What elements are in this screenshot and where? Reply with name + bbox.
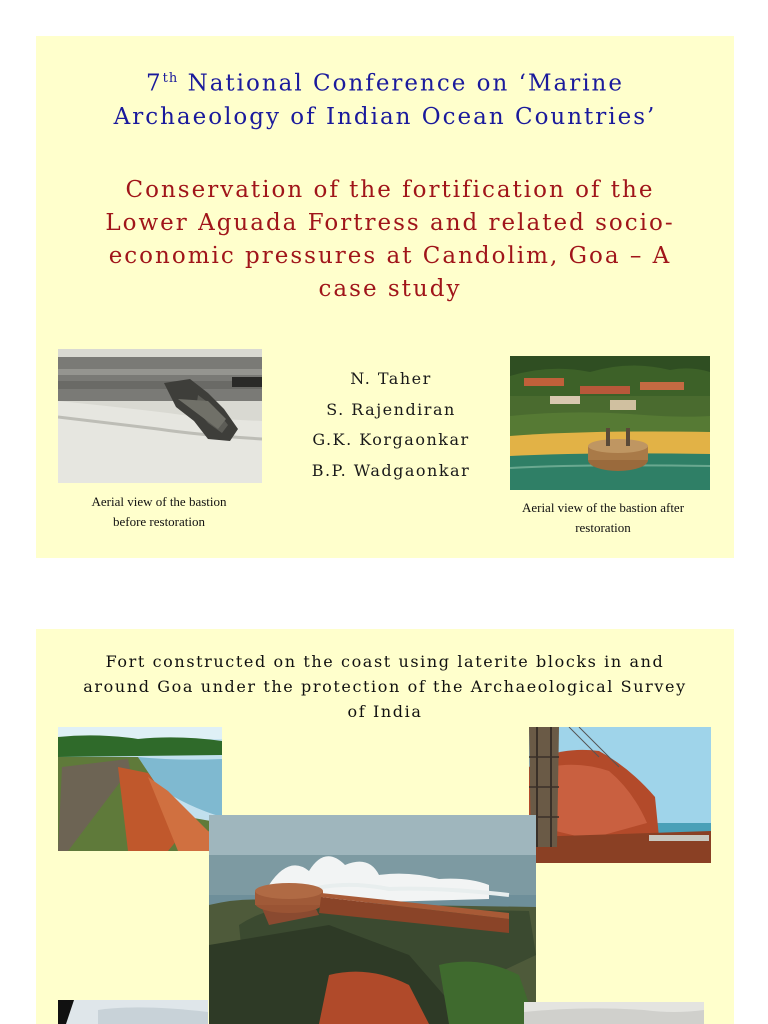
caption-before-line-2: before restoration [112, 514, 206, 529]
slide-2-title-line-1: Fort constructed on the coast using laterite blocks in and [105, 652, 665, 671]
conference-title-line-1: National Conference on ‘Marine [187, 70, 624, 97]
slide-2 [36, 629, 734, 1024]
conference-title-line-2: Archaeology of Indian Ocean Countries’ [113, 103, 657, 130]
slide-2-title-line-3: of India [347, 702, 423, 721]
author-4: B.P. Wadgaonkar [311, 460, 471, 480]
talk-title-line-4: case study [318, 276, 462, 302]
conference-title [36, 62, 734, 134]
caption-after-line-2: restoration [575, 520, 631, 535]
slide-2-title-line-2: around Goa under the protection of the Archaeological Survey [83, 677, 687, 696]
conference-ordinal: 7 [146, 70, 163, 97]
laterite-cliff-scaffold-photo [529, 727, 711, 863]
talk-title-line-1: Conservation of the fortification of the [125, 177, 655, 203]
author-3: G.K. Korgaonkar [312, 430, 470, 449]
caption-before-restoration [58, 492, 260, 532]
bastion-after-restoration-photo [510, 356, 710, 490]
author-2: S. Rajendiran [326, 399, 456, 419]
caption-after-restoration [498, 498, 708, 538]
bottom-left-partial-photo [58, 1000, 208, 1024]
author-1: N. Taher [350, 369, 432, 388]
talk-title-line-3: economic pressures at Candolim, Goa – A [108, 243, 672, 269]
caption-after-line-1: Aerial view of the bastion after [521, 500, 685, 515]
bottom-right-partial-photo [524, 1002, 704, 1024]
slide-1 [36, 36, 734, 558]
caption-before-line-1: Aerial view of the bastion [91, 494, 227, 509]
talk-title-line-2: Lower Aguada Fortress and related socio- [105, 210, 675, 236]
bastion-before-restoration-photo [58, 349, 262, 483]
fort-wall-coast-photo [58, 727, 222, 851]
authors-list [296, 364, 486, 486]
talk-title [86, 174, 694, 306]
conference-ordinal-suffix: th [162, 71, 179, 86]
slide-2-title [56, 649, 714, 724]
bastion-waves-photo [209, 815, 536, 1024]
